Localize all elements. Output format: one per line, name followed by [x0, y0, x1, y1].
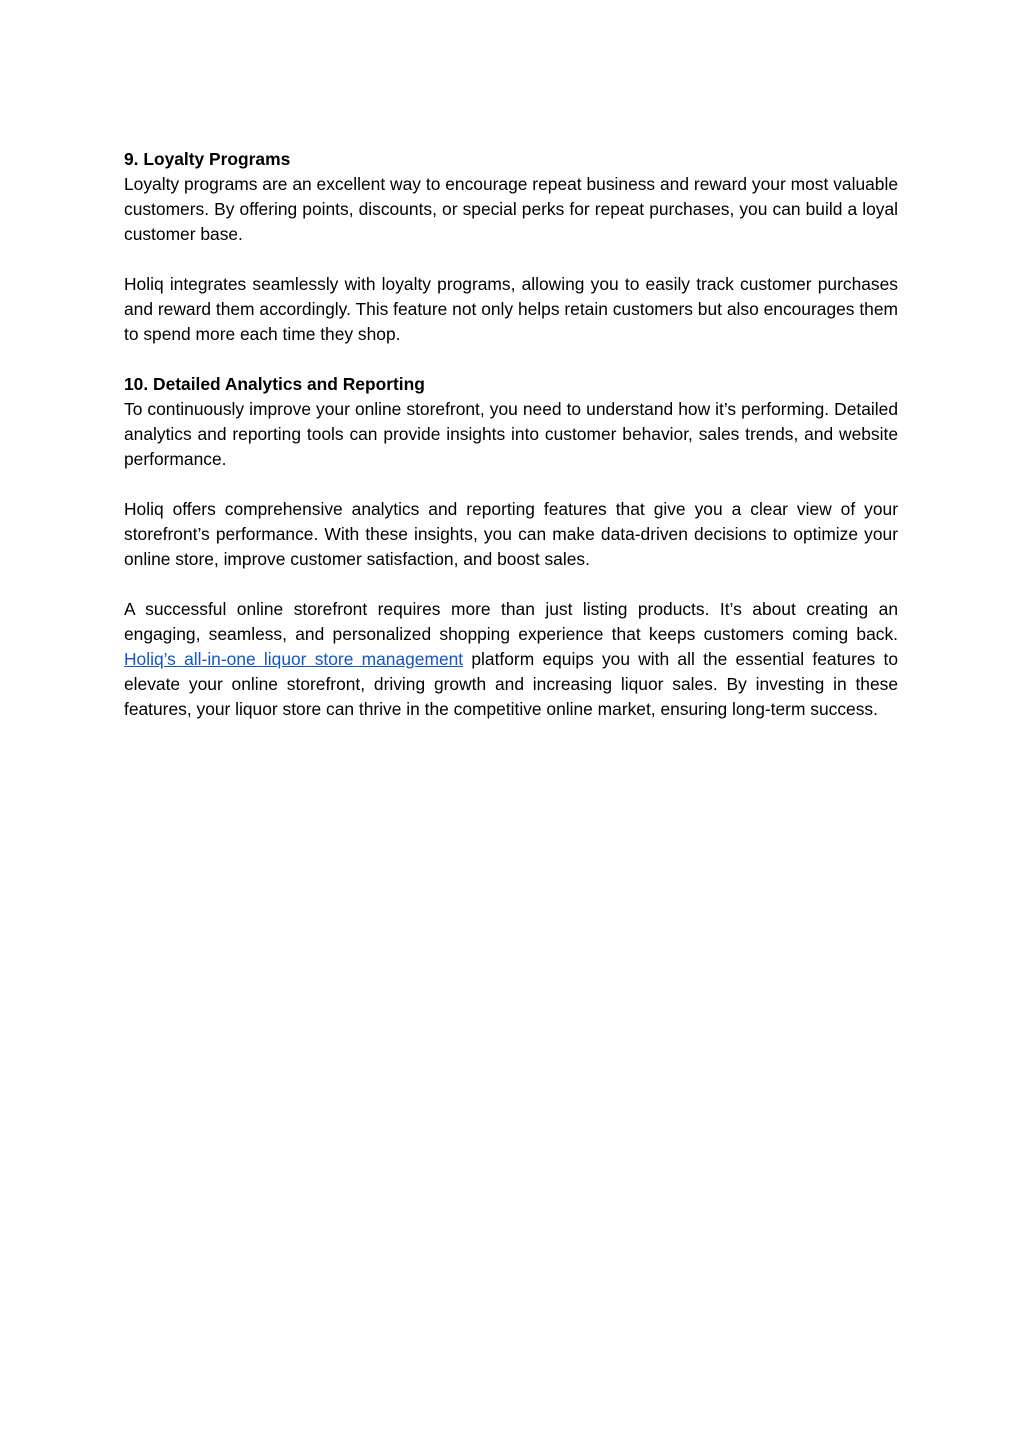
paragraph-gap — [124, 247, 898, 272]
conclusion-text-after-link: platform equips you with all the essential features to elevate your online storefront, driving growth and increasing liquor sales. By investing in these features, your liquor store can thrive in the competitive online market, ensuring long-term success. — [124, 649, 898, 719]
conclusion-text-before-link: A successful online storefront requires more than just listing products. It’s about creating an engaging, seamless, and personalized shopping experience that keeps customers coming back. — [124, 599, 898, 644]
section-9-paragraph-1: Loyalty programs are an excellent way to encourage repeat business and reward your most valuable customers. By offering points, discounts, or special perks for repeat purchases, you can build a loyal customer base. — [124, 174, 898, 244]
section-10-paragraph-1: To continuously improve your online storefront, you need to understand how it’s performing. Detailed analytics and reporting tools can provide insights into customer behavior, sales trends, and website performance. — [124, 399, 898, 469]
conclusion-paragraph — [124, 597, 898, 722]
paragraph-gap — [124, 572, 898, 597]
paragraph-gap — [124, 347, 898, 372]
document-page — [124, 147, 898, 722]
section-9-heading: 9. Loyalty Programs — [124, 149, 291, 169]
section-10-heading: 10. Detailed Analytics and Reporting — [124, 374, 425, 394]
section-10-paragraph-2: Holiq offers comprehensive analytics and reporting features that give you a clear view of your storefront’s performance. With these insights, you can make data-driven decisions to optimize your online store, improve customer satisfaction, and boost sales. — [124, 499, 898, 569]
section-9-paragraph-2: Holiq integrates seamlessly with loyalty programs, allowing you to easily track customer purchases and reward them accordingly. This feature not only helps retain customers but also encourages them to spend more each time they shop. — [124, 274, 898, 344]
holiq-management-link[interactable]: Holiq’s all-in-one liquor store management — [124, 649, 464, 669]
paragraph-gap — [124, 472, 898, 497]
